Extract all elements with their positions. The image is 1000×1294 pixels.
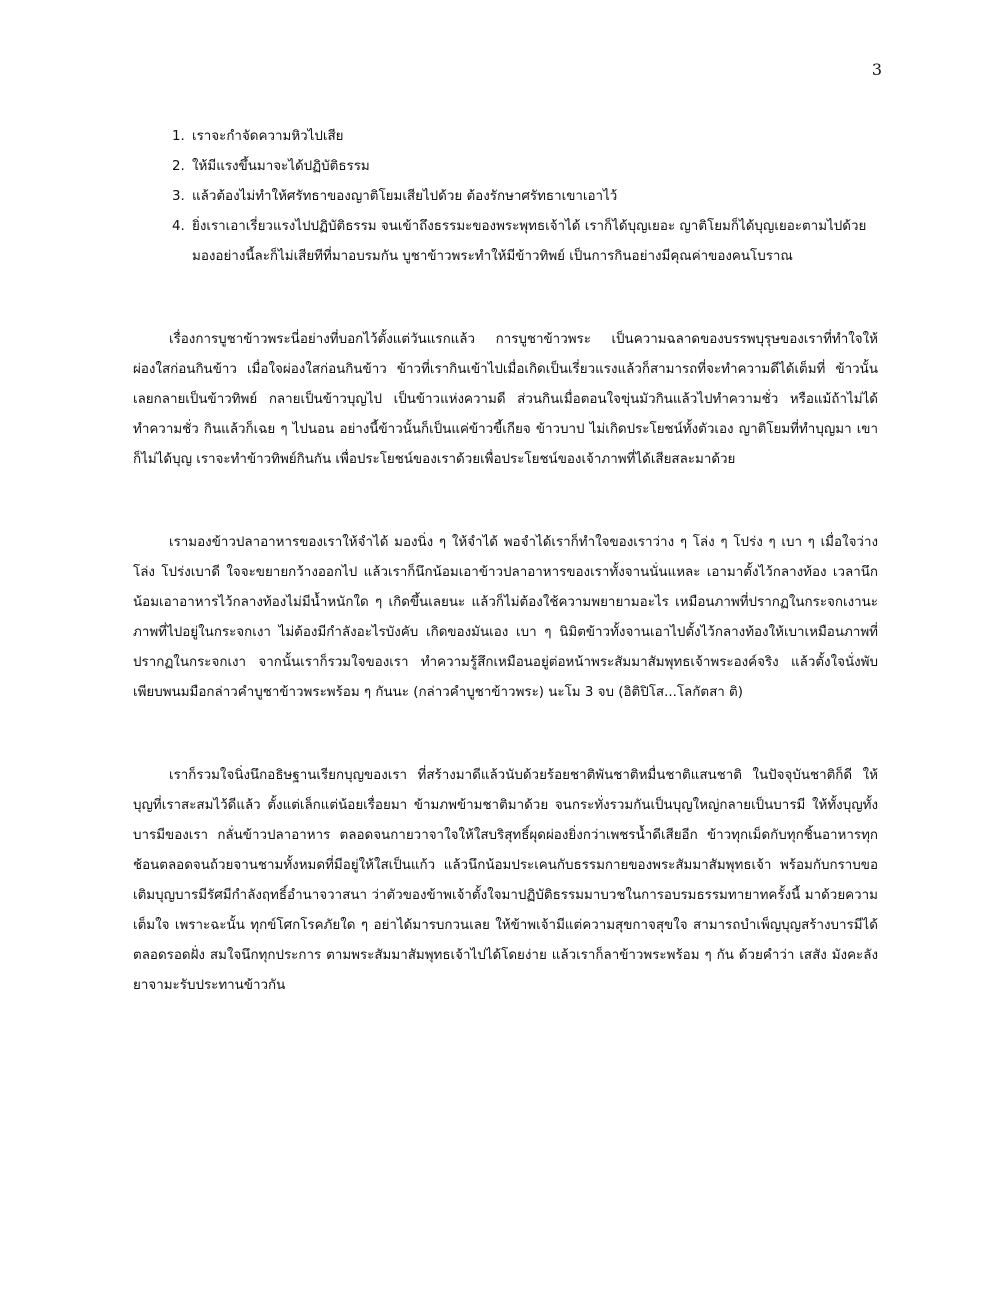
paragraph: เรื่องการบูชาข้าวพระนี่อย่างที่บอกไว้ตั้งแต่วันแรกแล้ว การบูชาข้าวพระ เป็นความฉลาดของบรรพบุรุษของเราที่ทำใจให้ผ่องใสก่อนกินข้าว เมื่อใจผ่องใสก่อนกินข้าว ข้าวที่เรากินเข้าไปเมื่อเกิดเป็นเรี่ยวแรงแล้วก็สามารถที่จะทำความดีได้เต็มที่ ข้าวนั้นเลยกลายเป็นข้าวทิพย์ กลายเป็นข้าวบุญไป เป็นข้าวแห่งความดี ส่วนกินเมื่อตอนใจขุ่นมัวกินแล้วไปทำความชั่ว หรือแม้ถ้าไม่ได้ทำความชั่ว กินแล้วก็เฉย ๆ ไปนอน อย่างนี้ข้าวนั้นก็เป็นแค่ข้าวขี้เกียจ ข้าวบาป ไม่เกิดประโยชน์ทั้งตัวเอง ญาติโยมที่ทำบุญมา เขาก็ไม่ได้บุญ เราจะทำข้าวทิพย์กินกัน เพื่อประโยชน์ของเราด้วยเพื่อประโยชน์ของเจ้าภาพที่ได้เสียสละมาด้วย (133, 332, 878, 467)
list-item-text: ให้มีแรงขึ้นมาจะได้ปฏิบัติธรรม (192, 159, 370, 174)
numbered-list (133, 122, 878, 272)
paragraph: เราก็รวมใจนิ่งนึกอธิษฐานเรียกบุญของเรา ที่สร้างมาดีแล้วนับด้วยร้อยชาติพันชาติหมื่นชาติแสนชาติ ในปัจจุบันชาติก็ดี ให้บุญที่เราสะสมไว้ดีแล้ว ตั้งแต่เล็กแต่น้อยเรื่อยมา ข้ามภพข้ามชาติมาด้วย จนกระทั่งรวมกันเป็นบุญใหญ่กลายเป็นบารมี ให้ทั้งบุญทั้งบารมีของเรา กลั่นข้าวปลาอาหาร ตลอดจนกายวาจาใจให้ใสบริสุทธิ์ผุดผ่องยิ่งกว่าเพชรน้ำดีเสียอีก ข้าวทุกเม็ดกับทุกชิ้นอาหารทุกช้อนตลอดจนถ้วยจานชามทั้งหมดที่มีอยู่ให้ใสเป็นแก้ว แล้วนึกน้อมประเคนกับธรรมกายของพระสัมมาสัมพุทธเจ้า พร้อมกับกราบขอเติมบุญบารมีรัศมีกำลังฤทธิ์อำนาจวาสนา ว่าตัวของข้าพเจ้าตั้งใจมาปฏิบัติธรรมมาบวชในการอบรมธรรมทายาทครั้งนี้ มาด้วยความเต็มใจ เพราะฉะนั้น ทุกข์โศกโรคภัยใด ๆ อย่าได้มารบกวนเลย ให้ข้าพเจ้ามีแต่ความสุขกาจสุขใจ สามารถบำเพ็ญบุญสร้างบารมีได้ตลอดรอดฝั่ง สมใจนึกทุกประการ ตามพระสัมมาสัมพุทธเจ้าไปได้โดยง่าย แล้วเราก็ลาข้าวพระพร้อม ๆ กัน ด้วยคำว่า เสสัง มังคะลัง ยาจามะรับประทานข้าวกัน (133, 768, 878, 993)
list-item-text: แล้วต้องไม่ทำให้ศรัทธาของญาติโยมเสียไปด้วย ต้องรักษาศรัทธาเขาเอาไว้ (192, 189, 618, 204)
list-item (133, 122, 878, 152)
list-item (133, 212, 878, 272)
list-item-text: เราจะกำจัดความหิวไปเสีย (192, 129, 344, 144)
paragraph-spacer (133, 272, 878, 325)
document-body (133, 122, 878, 1001)
list-item (133, 182, 878, 212)
paragraph: เรามองข้าวปลาอาหารของเราให้จำได้ มองนิ่ง ๆ ให้จำได้ พอจำได้เราก็ทำใจของเราว่าง ๆ โล่ง ๆ โปร่ง ๆ เบา ๆ เมื่อใจว่าง โล่ง โปร่งเบาดี ใจจะขยายกว้างออกไป แล้วเราก็นึกน้อมเอาข้าวปลาอาหารของเราทั้งจานนั่นแหละ เอามาตั้งไว้กลางท้อง เวลานึกน้อมเอาอาหารไว้กลางท้องไม่มีน้ำหนักใด ๆ เกิดขึ้นเลยนะ แล้วก็ไม่ต้องใช้ความพยายามอะไร เหมือนภาพที่ปรากฏในกระจกเงานะ ภาพที่ไปอยู่ในกระจกเงา ไม่ต้องมีกำลังอะไรบังคับ เกิดของมันเอง เบา ๆ นิมิตข้าวทั้งจานเอาไปตั้งไว้กลางท้องให้เบาเหมือนภาพที่ปรากฏในกระจกเงา จากนั้นเราก็รวมใจของเรา ทำความรู้สึกเหมือนอยู่ต่อหน้าพระสัมมาสัมพุทธเจ้าพระองค์จริง แล้วตั้งใจนั่งพับเพียบพนมมือกล่าวคำบูชาข้าวพระพร้อม ๆ กันนะ (กล่าวคำบูชาข้าวพระ) นะโม 3 จบ (อิติปิโส...โลกัตสา ติ) (133, 535, 878, 700)
list-item-number: 3. (172, 189, 185, 204)
paragraph-spacer (133, 475, 878, 528)
list-item-number: 1. (172, 129, 185, 144)
list-item (133, 152, 878, 182)
list-item-number: 4. (172, 219, 185, 234)
list-item-text: ยิ่งเราเอาเรี่ยวแรงไปปฏิบัติธรรม จนเข้าถึงธรรมะของพระพุทธเจ้าได้ เราก็ได้บุญเยอะ ญาติโยมก็ได้บุญเยอะตามไปด้วย มองอย่างนี้ละก็ไม่เสียทีที่มาอบรมกัน บูชาข้าวพระทำให้มีข้าวทิพย์ เป็นการกินอย่างมีคุณค่าของคนโบราณ (192, 219, 867, 264)
page-number: 3 (871, 60, 882, 79)
paragraph-spacer (133, 708, 878, 761)
list-item-number: 2. (172, 159, 185, 174)
